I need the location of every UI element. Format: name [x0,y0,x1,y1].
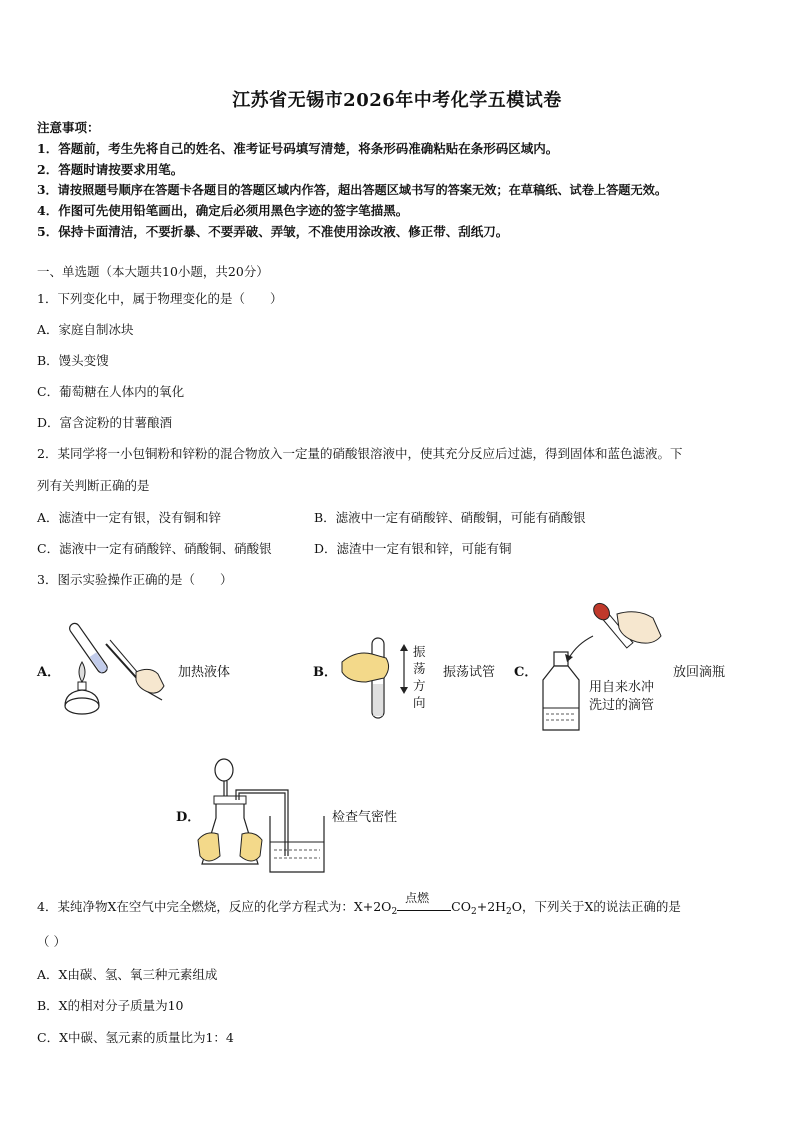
q4-option-c: C．X中碳、氢元素的质量比为1：4 [37,1030,234,1045]
q3-b-letter: B． [313,665,337,680]
notice-item: 5．保持卡面清洁，不要折暴、不要弄破、弄皱，不准使用涂改液、修正带、刮纸刀。 [37,224,509,239]
q3-a-label: 加热液体 [178,665,231,680]
q3-b-label: 振荡试管 [443,665,496,680]
q1-option-b: B．馒头变馊 [37,353,109,368]
airtightness-check-figure [196,756,330,878]
q4-option-a: A．X由碳、氢、氧三种元素组成 [37,967,218,982]
notice-item: 4．作图可先使用铅笔画出，确定后必须用黑色字迹的签字笔描黑。 [37,203,409,218]
q1-stem: 1．下列变化中，属于物理变化的是（ ） [37,291,283,306]
notice-item: 3．请按照题号顺序在答题卡各题目的答题区域内作答，超出答题区域书写的答案无效；在草稿纸、试卷上答题无效。 [37,183,668,197]
q3-c-note-line2: 洗过的滴管 [589,698,655,713]
q4-paren: （ ） [37,934,66,949]
q1-option-c: C．葡萄糖在人体内的氧化 [37,384,185,399]
q4-option-b: B．X的相对分子质量为10 [37,998,184,1013]
q3-a-letter: A． [37,665,61,680]
q2-option-a: A．滤渣中一定有银，没有铜和锌 [37,510,222,525]
shaking-tube-figure [336,636,406,722]
q3-d-label: 检查气密性 [332,810,398,825]
q3-c-label: 放回滴瓶 [673,665,726,680]
q1-option-a: A．家庭自制冰块 [37,322,134,337]
shake-direction-arrow-icon [397,644,411,694]
q3-stem: 3．图示实验操作正确的是（ ） [37,572,233,587]
q2-stem: 2．某同学将一小包铜粉和锌粉的混合物放入一定量的硝酸银溶液中，使其充分反应后过滤，得到固体和蓝色滤液。下 [37,446,683,461]
reaction-arrow: 点燃 [397,904,451,911]
q1-option-d: D．富含淀粉的甘薯酿酒 [37,415,173,430]
q4-stem: 4．某纯净物X在空气中完全燃烧，反应的化学方程式为：$X+2O_2$ 点燃 $CO_2+2H_2O$，下列关于X的说法正确的是 [37,891,681,917]
notice-item: 1．答题前，考生先将自己的姓名、准考证号码填写清楚，将条形码准确粘贴在条形码区域内。 [37,141,559,156]
q2-option-b: B．滤液中一定有硝酸锌、硝酸铜，可能有硝酸银 [314,510,586,525]
heating-liquid-figure [58,622,170,718]
section-heading: 一、单选题（本大题共10小题，共20分） [37,264,269,279]
q2-stem-cont: 列有关判断正确的是 [37,478,150,493]
notice-item: 2．答题时请按要求用笔。 [37,162,184,177]
q2-option-c: C．滤液中一定有硝酸锌、硝酸铜、硝酸银 [37,541,272,556]
q2-option-d: D．滤渣中一定有银和锌，可能有铜 [314,541,512,556]
shake-direction-text: 振 荡 方 向 [413,644,426,710]
page-title: 江苏省无锡市2026年中考化学五模试卷 [232,90,562,111]
q3-d-letter: D． [176,810,201,825]
dropper-bottle-figure [537,600,669,736]
q3-c-note-line1: 用自来水冲 [589,680,655,695]
q3-c-letter: C． [514,665,538,680]
notice-heading: 注意事项： [37,120,100,135]
